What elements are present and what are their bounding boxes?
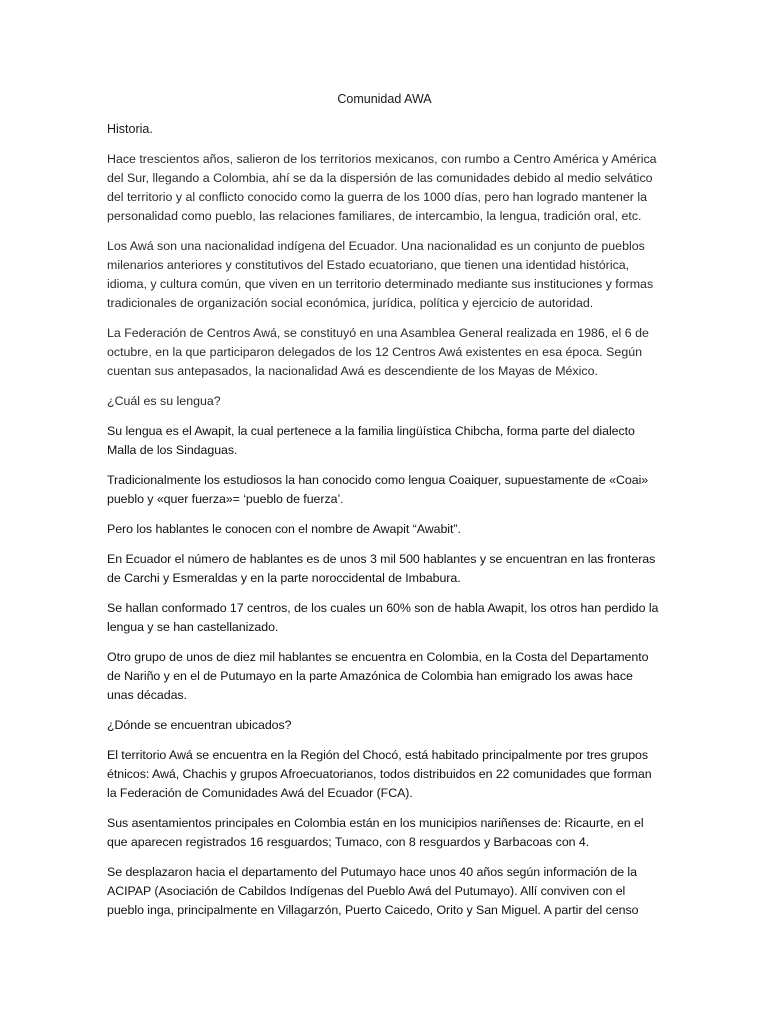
paragraph-lengua-5: Se hallan conformado 17 centros, de los cuales un 60% son de habla Awapit, los otros han perdido la lengua y se han castellanizado. — [107, 601, 659, 634]
paragraph-historia-1: Hace trescientos años, salieron de los territorios mexicanos, con rumbo a Centro América y América del Sur, llegando a Colombia, ahí se da la dispersión de las comunidades debido al medio selvático del territorio y al conflicto conocido como la guerra de los 1000 días, pero han logrado mantener la personalidad como pueblo, las relaciones familiares, de intercambio, la lengua, tradición oral, etc. — [107, 152, 657, 223]
paragraph-lengua-2: Tradicionalmente los estudiosos la han conocido como lengua Coaiquer, supuestamente de «Coai» pueblo y «quer fuerza»= ‘pueblo de fuerza’. — [107, 473, 649, 506]
paragraph-historia-2: Los Awá son una nacionalidad indígena del Ecuador. Una nacionalidad es un conjunto de pueblos milenarios anteriores y constitutivos del Estado ecuatoriano, que tienen una identidad histórica, idioma, y cultura común, que viven en un territorio determinado mediante sus instituciones y formas tradicionales de organización social económica, jurídica, política y ejercicio de autoridad. — [107, 239, 654, 310]
document-title: Comunidad AWA — [337, 92, 432, 106]
paragraph-ubicacion-3: Se desplazaron hacia el departamento del Putumayo hace unos 40 años según información de la ACIPAP (Asociación de Cabildos Indígenas del Pueblo Awá del Putumayo). Allí conviven con el pueblo inga, principalmente en Villagarzón, Puerto Caicedo, Orito y San Miguel. A partir del censo — [107, 865, 639, 917]
document-page — [107, 90, 662, 931]
paragraph-lengua-6: Otro grupo de unos de diez mil hablantes se encuentra en Colombia, en la Costa del Departamento de Nariño y en el de Putumayo en la parte Amazónica de Colombia han emigrado los awas hace unas décadas. — [107, 650, 649, 702]
question-lengua: ¿Cuál es su lengua? — [107, 394, 221, 408]
question-ubicacion: ¿Dónde se encuentran ubicados? — [107, 718, 292, 732]
paragraph-ubicacion-2: Sus asentamientos principales en Colombia están en los municipios nariñenses de: Ricaurte, en el que aparecen registrados 16 resguardos; Tumaco, con 8 resguardos y Barbacoas con 4. — [107, 816, 644, 849]
paragraph-lengua-1: Su lengua es el Awapit, la cual pertenece a la familia lingüística Chibcha, forma parte del dialecto Malla de los Sindaguas. — [107, 424, 635, 457]
paragraph-lengua-3: Pero los hablantes le conocen con el nombre de Awapit “Awabit”. — [107, 522, 461, 536]
paragraph-lengua-4: En Ecuador el número de hablantes es de unos 3 mil 500 hablantes y se encuentran en las fronteras de Carchi y Esmeraldas y en la parte noroccidental de Imbabura. — [107, 552, 656, 585]
paragraph-ubicacion-1: El territorio Awá se encuentra en la Región del Chocó, está habitado principalmente por tres grupos étnicos: Awá, Chachis y grupos Afroecuatorianos, todos distribuidos en 22 comunidades que forman la Federación de Comunidades Awá del Ecuador (FCA). — [107, 748, 652, 800]
section-heading-historia: Historia. — [107, 122, 153, 136]
paragraph-historia-3: La Federación de Centros Awá, se constituyó en una Asamblea General realizada en 1986, el 6 de octubre, en la que participaron delegados de los 12 Centros Awá existentes en esa época. Según cuentan sus antepasados, la nacionalidad Awá es descendiente de los Mayas de México. — [107, 326, 649, 378]
